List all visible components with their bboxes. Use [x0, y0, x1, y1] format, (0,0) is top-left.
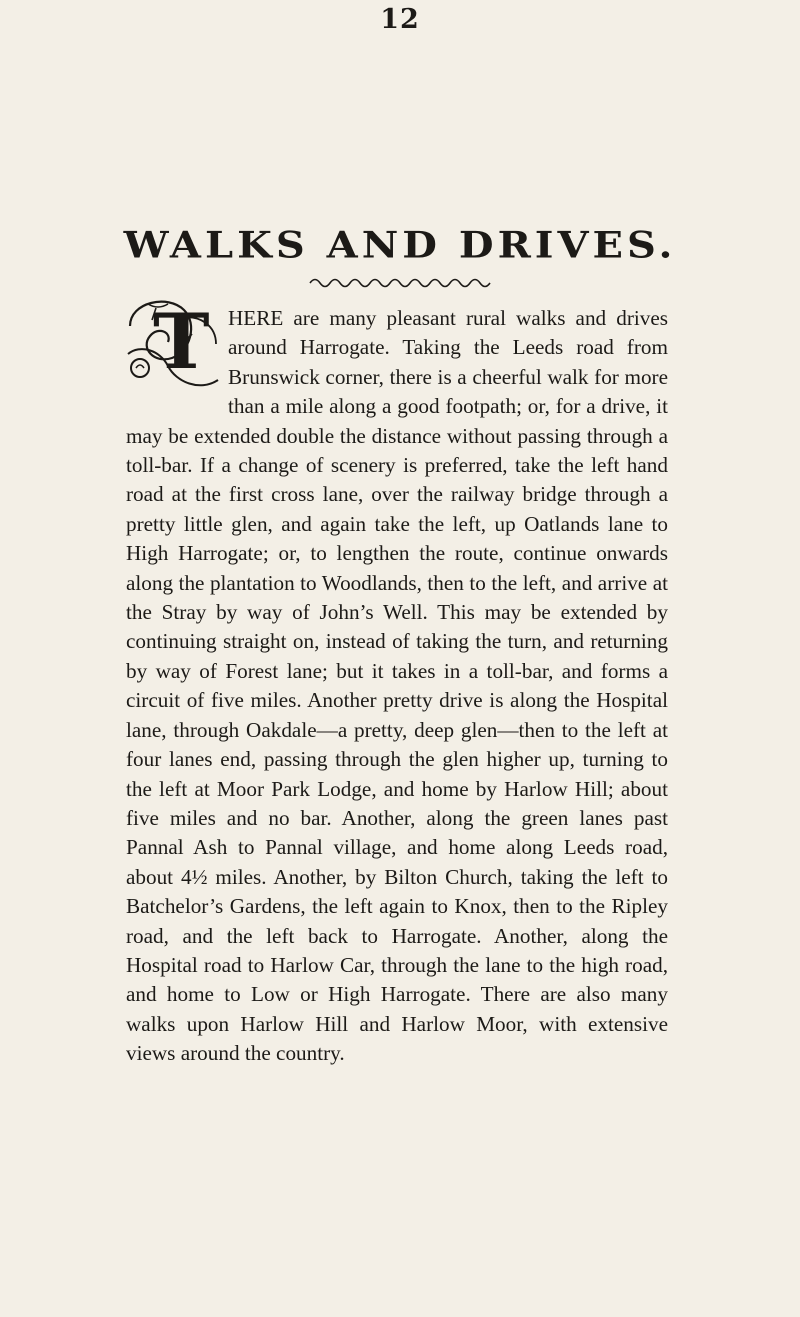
wavy-rule-ornament — [308, 274, 492, 288]
paragraph-text: HERE are many pleasant rural walks and drives around Harrogate. Taking the Leeds road from Brunswick corner, there is a cheerful walk for more than a mile along a good footpath; or, for a drive, it may be extended double the distance without passing through a toll-bar. If a change of scenery is preferred, take the left hand road at the first cross lane, over the railway bridge through a pretty little glen, and again take the left, up Oatlands lane to High Harrogate; or, to lengthen the route, continue onwards along the plantation to Woodlands, then to the left, and arrive at the Stray by way of John’s Well. This may be extended by continuing straight on, instead of taking the turn, and returning by way of Forest lane; but it takes in a toll-bar, and forms a circuit of five miles. Another pretty drive is along the Hospital lane, through Oakdale—a pretty, deep glen—then to the left at four lanes end, passing through the glen higher up, turning to the left at Moor Park Lodge, and home by Harlow Hill; about five miles and no bar. Another, along the green lanes past Pannal Ash to Pannal village, and home along Leeds road, about 4½ miles. Another, by Bilton Church, taking the left to Batchelor’s Gardens, the left again to Knox, then to the Ripley road, and the left back to Harrogate. Another, along the Hospital road to Harlow Car, through the lane to the high road, and home to Low or High Harrogate. There are also many walks upon Harlow Hill and Harlow Moor, with extensive views around the country. — [126, 306, 668, 1066]
section-heading: WALKS AND DRIVES. — [123, 224, 677, 267]
drop-cap-letter: T — [153, 297, 210, 386]
decorative-drop-cap — [120, 296, 222, 404]
page-number: 12 — [380, 4, 420, 35]
body-paragraph-block — [126, 297, 668, 1069]
